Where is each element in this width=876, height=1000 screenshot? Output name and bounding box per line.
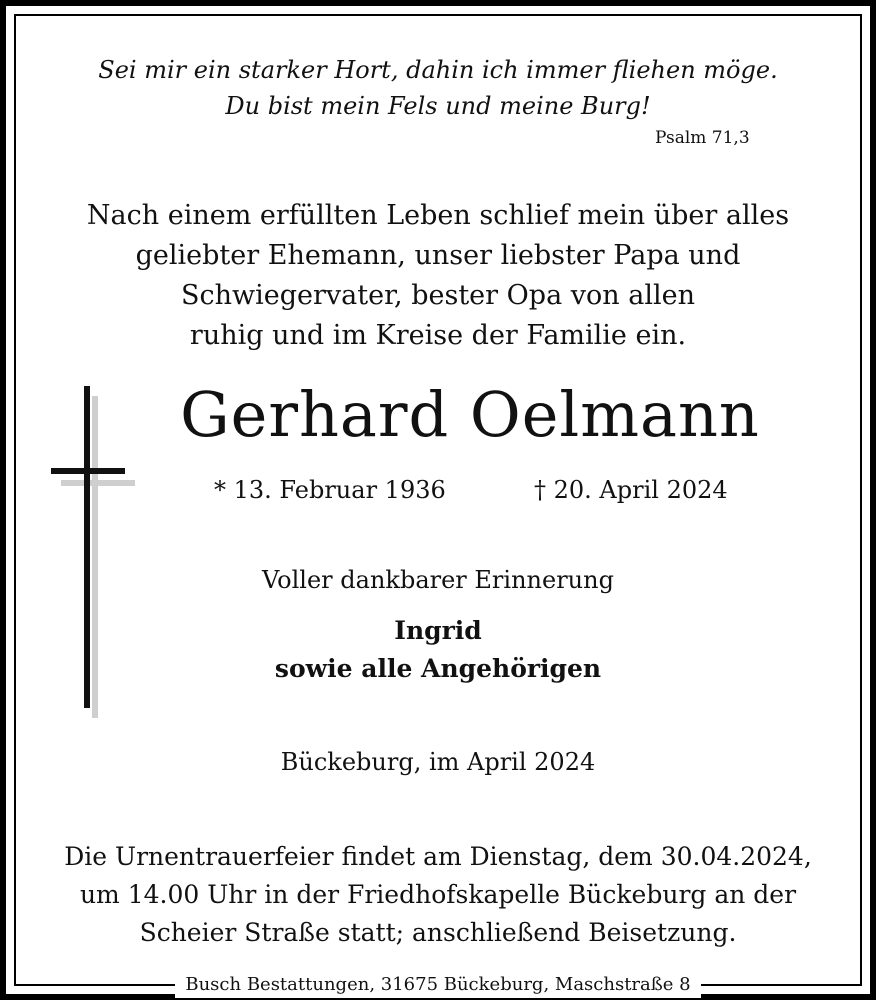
intro-line-1: Nach einem erfüllten Leben schlief mein über alles (86, 200, 790, 231)
intro-line-4: ruhig und im Kreise der Familie ein. (189, 320, 687, 351)
service-line-2: um 14.00 Uhr in der Friedhofskapelle Bückeburg an der (79, 880, 797, 909)
verse-line-2: Du bist mein Fels und meine Burg! (225, 92, 651, 120)
service-line-1: Die Urnentrauerfeier findet am Dienstag, dem 30.04.2024, (64, 842, 812, 871)
intro-line-2: geliebter Ehemann, unser liebster Papa und (135, 240, 741, 271)
mourner-name: Ingrid (394, 616, 482, 645)
service-line-3: Scheier Straße statt; anschließend Beisetzung. (139, 918, 737, 947)
remembrance-text: Voller dankbarer Erinnerung (262, 566, 614, 594)
footer (14, 972, 862, 998)
deceased-name: Gerhard Oelmann (180, 378, 760, 451)
place-date: Bückeburg, im April 2024 (280, 748, 596, 776)
verse-source: Psalm 71,3 (655, 128, 750, 148)
intro-line-3: Schwiegervater, bester Opa von allen (181, 280, 695, 311)
death-date: † 20. April 2024 (534, 476, 728, 504)
mourner-family: sowie alle Angehörigen (274, 654, 602, 683)
verse-line-1: Sei mir ein starker Hort, dahin ich immer fliehen möge. (98, 56, 778, 84)
funeral-home-info: Busch Bestattungen, 31675 Bückeburg, Maschstraße 8 (175, 972, 700, 998)
birth-date: * 13. Februar 1936 (214, 476, 446, 504)
